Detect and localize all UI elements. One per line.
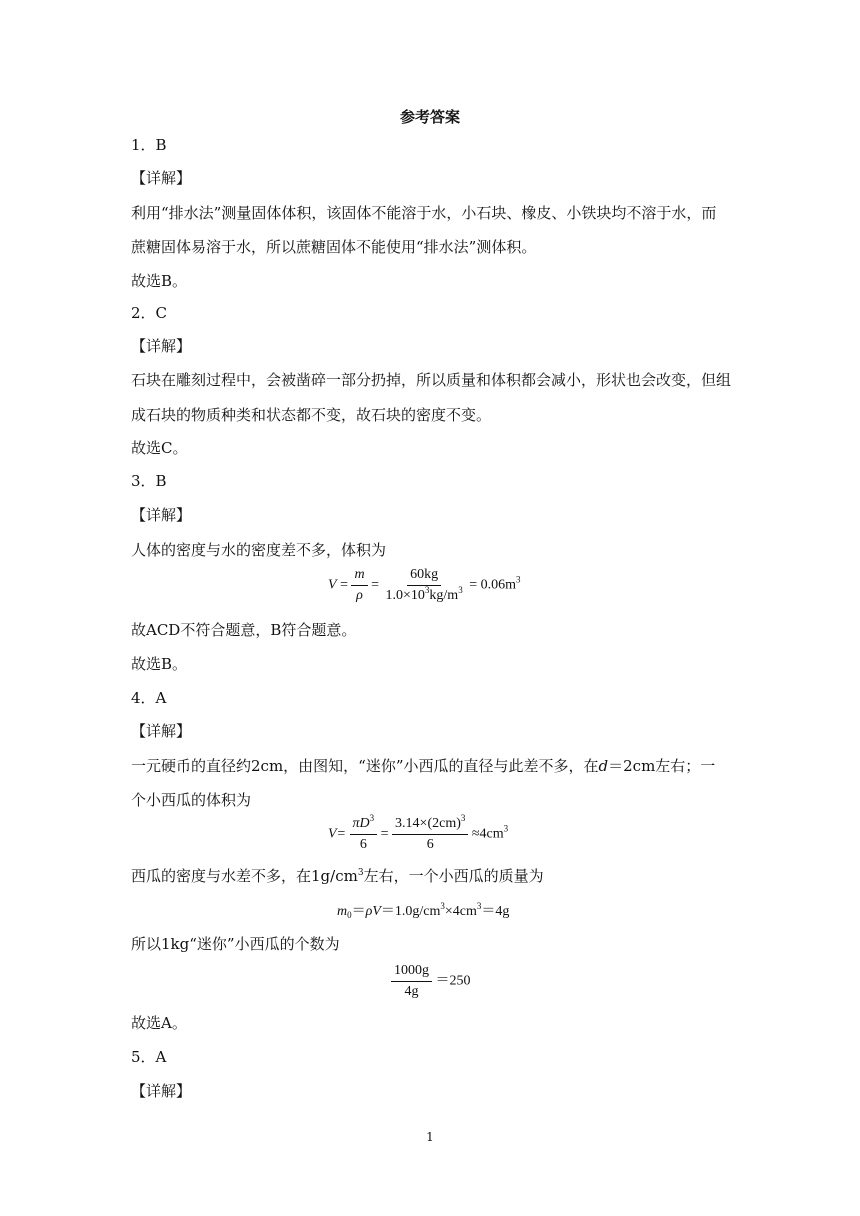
answer-2: 2．C [131,304,168,322]
explanation-1-line-1: 利用“排水法”测量固体体积，该固体不能溶于水，小石块、橡皮、小铁块均不溶于水，而 [131,204,717,222]
equation-watermelon-mass: $m_0=\rho V=1.0g/cm^3\times 4cm^3=4g$ [337,901,510,920]
detail-label-3: 【详解】 [131,506,192,524]
explanation-4-line-1: 一元硬币的直径约2cm，由图知，“迷你”小西瓜的直径与此差不多，在d＝2cm左右；一 [131,757,716,775]
explanation-3-line-2: 故ACD不符合题意，B符合题意。 [131,621,357,639]
explanation-4-line-3: 西瓜的密度与水差不多，在$1g/cm^3$左右，一个小西瓜的质量为 [131,867,544,885]
answer-4: 4．A [131,689,167,707]
equation-volume-body: V = $\frac{m}{\rho}$ = $\frac{60kg}{1.0\times 10^3kg/m^3}$ = $0.06m^3$ [328,567,521,603]
answer-3: 3．B [131,472,167,490]
answer-5: 5．A [131,1048,167,1066]
detail-label-5: 【详解】 [131,1082,192,1100]
detail-label-2: 【详解】 [131,337,192,355]
explanation-4-line-4: 所以1kg“迷你”小西瓜的个数为 [131,935,340,953]
conclusion-2: 故选C。 [131,439,188,457]
conclusion-4: 故选A。 [131,1014,187,1032]
equation-watermelon-volume: V= $\frac{\pi D^3}{6}$ = $\frac{3.14\times(2cm)^3}{6}$ $\approx 4cm^3$ [328,813,509,852]
explanation-2-line-1: 石块在雕刻过程中，会被凿碎一部分扔掉，所以质量和体积都会减小，形状也会改变，但组 [131,371,732,389]
equation-watermelon-count: $\frac{1000g}{4g}$ ＝250 [391,962,471,1001]
conclusion-1: 故选B。 [131,272,188,290]
detail-label-1: 【详解】 [131,169,192,187]
answer-1: 1．B [131,136,167,154]
conclusion-3: 故选B。 [131,655,188,673]
explanation-2-line-2: 成石块的物质种类和状态都不变，故石块的密度不变。 [131,406,492,424]
page-number: 1 [426,1130,434,1144]
explanation-3-line-1: 人体的密度与水的密度差不多，体积为 [131,541,387,559]
explanation-4-line-2: 个小西瓜的体积为 [131,791,252,809]
page-title: 参考答案 [399,108,460,126]
detail-label-4: 【详解】 [131,722,192,740]
explanation-1-line-2: 蔗糖固体易溶于水，所以蔗糖固体不能使用“排水法”测体积。 [131,238,537,256]
